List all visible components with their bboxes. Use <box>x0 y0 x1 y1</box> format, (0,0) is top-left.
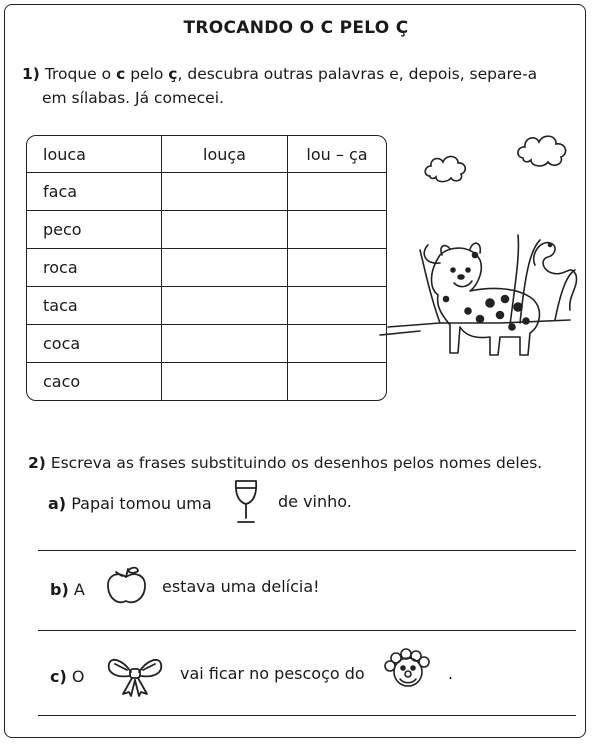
question-1-line-2: em sílabas. Já comecei. <box>42 89 224 107</box>
table-header-col-3: lou – ça <box>288 136 386 173</box>
table-row <box>27 287 386 325</box>
table-row <box>27 211 386 249</box>
question-1-text-c: , descubra outras palavras e, depois, separe-a <box>177 65 538 83</box>
sentence-a-letter: a) <box>48 494 67 513</box>
syllable-cell[interactable] <box>288 363 386 400</box>
sentence-c-period: . <box>448 664 454 683</box>
question-1-text-b: pelo <box>125 65 169 83</box>
table-word: peco <box>27 211 162 249</box>
table-word: caco <box>27 363 162 400</box>
sentence-c-end: vai ficar no pescoço do <box>180 664 365 683</box>
question-1-text-a: Troque o <box>44 65 117 83</box>
answer-cell[interactable] <box>162 211 288 249</box>
answer-line[interactable] <box>38 715 576 716</box>
cloud-icon <box>424 152 469 184</box>
table-row <box>27 249 386 287</box>
question-1 <box>22 62 574 110</box>
sentence-a-end: de vinho. <box>278 492 352 511</box>
syllable-cell[interactable] <box>288 249 386 287</box>
table-word: coca <box>27 325 162 363</box>
cloud-icon <box>516 132 570 168</box>
answer-cell[interactable] <box>162 363 288 400</box>
table-word: taca <box>27 287 162 325</box>
letter-c-cedilla: ç <box>168 65 178 83</box>
word-table <box>26 135 387 401</box>
table-row <box>27 363 386 400</box>
bow-tie-icon <box>105 652 165 698</box>
question-2-text: Escreva as frases substituindo os desenhos pelos nomes deles. <box>50 454 543 472</box>
sentence-c-letter: c) <box>50 667 67 686</box>
question-2 <box>28 451 578 475</box>
answer-cell[interactable] <box>162 249 288 287</box>
question-2-number: 2) <box>28 454 46 472</box>
syllable-cell[interactable] <box>288 173 386 211</box>
table-word: roca <box>27 249 162 287</box>
apple-icon <box>104 565 150 607</box>
wine-glass-icon <box>230 478 262 526</box>
syllable-cell[interactable] <box>288 211 386 249</box>
jaguar-illustration <box>380 215 580 375</box>
sentence-b <box>50 580 85 599</box>
sentence-a <box>48 494 212 513</box>
sentence-b-letter: b) <box>50 580 69 599</box>
sentence-b-text-1: A <box>73 580 85 599</box>
sentence-c <box>50 667 84 686</box>
table-row <box>27 173 386 211</box>
syllable-cell[interactable] <box>288 287 386 325</box>
answer-cell[interactable] <box>162 325 288 363</box>
sentence-b-end: estava uma delícia! <box>162 577 320 596</box>
syllable-cell[interactable] <box>288 325 386 363</box>
table-word: faca <box>27 173 162 211</box>
sentence-c-text-1: O <box>71 667 85 686</box>
answer-cell[interactable] <box>162 287 288 325</box>
sentence-a-text-1: Papai tomou uma <box>71 494 212 513</box>
table-row <box>27 325 386 363</box>
question-1-number: 1) <box>22 65 40 83</box>
answer-line[interactable] <box>38 550 576 551</box>
page-title: TROCANDO O C PELO Ç <box>183 18 409 38</box>
clown-face-icon <box>384 648 434 692</box>
table-header-col-2: louça <box>162 136 288 173</box>
table-header-col-1: louca <box>27 136 162 173</box>
letter-c: c <box>116 65 126 83</box>
answer-line[interactable] <box>38 630 576 631</box>
answer-cell[interactable] <box>162 173 288 211</box>
